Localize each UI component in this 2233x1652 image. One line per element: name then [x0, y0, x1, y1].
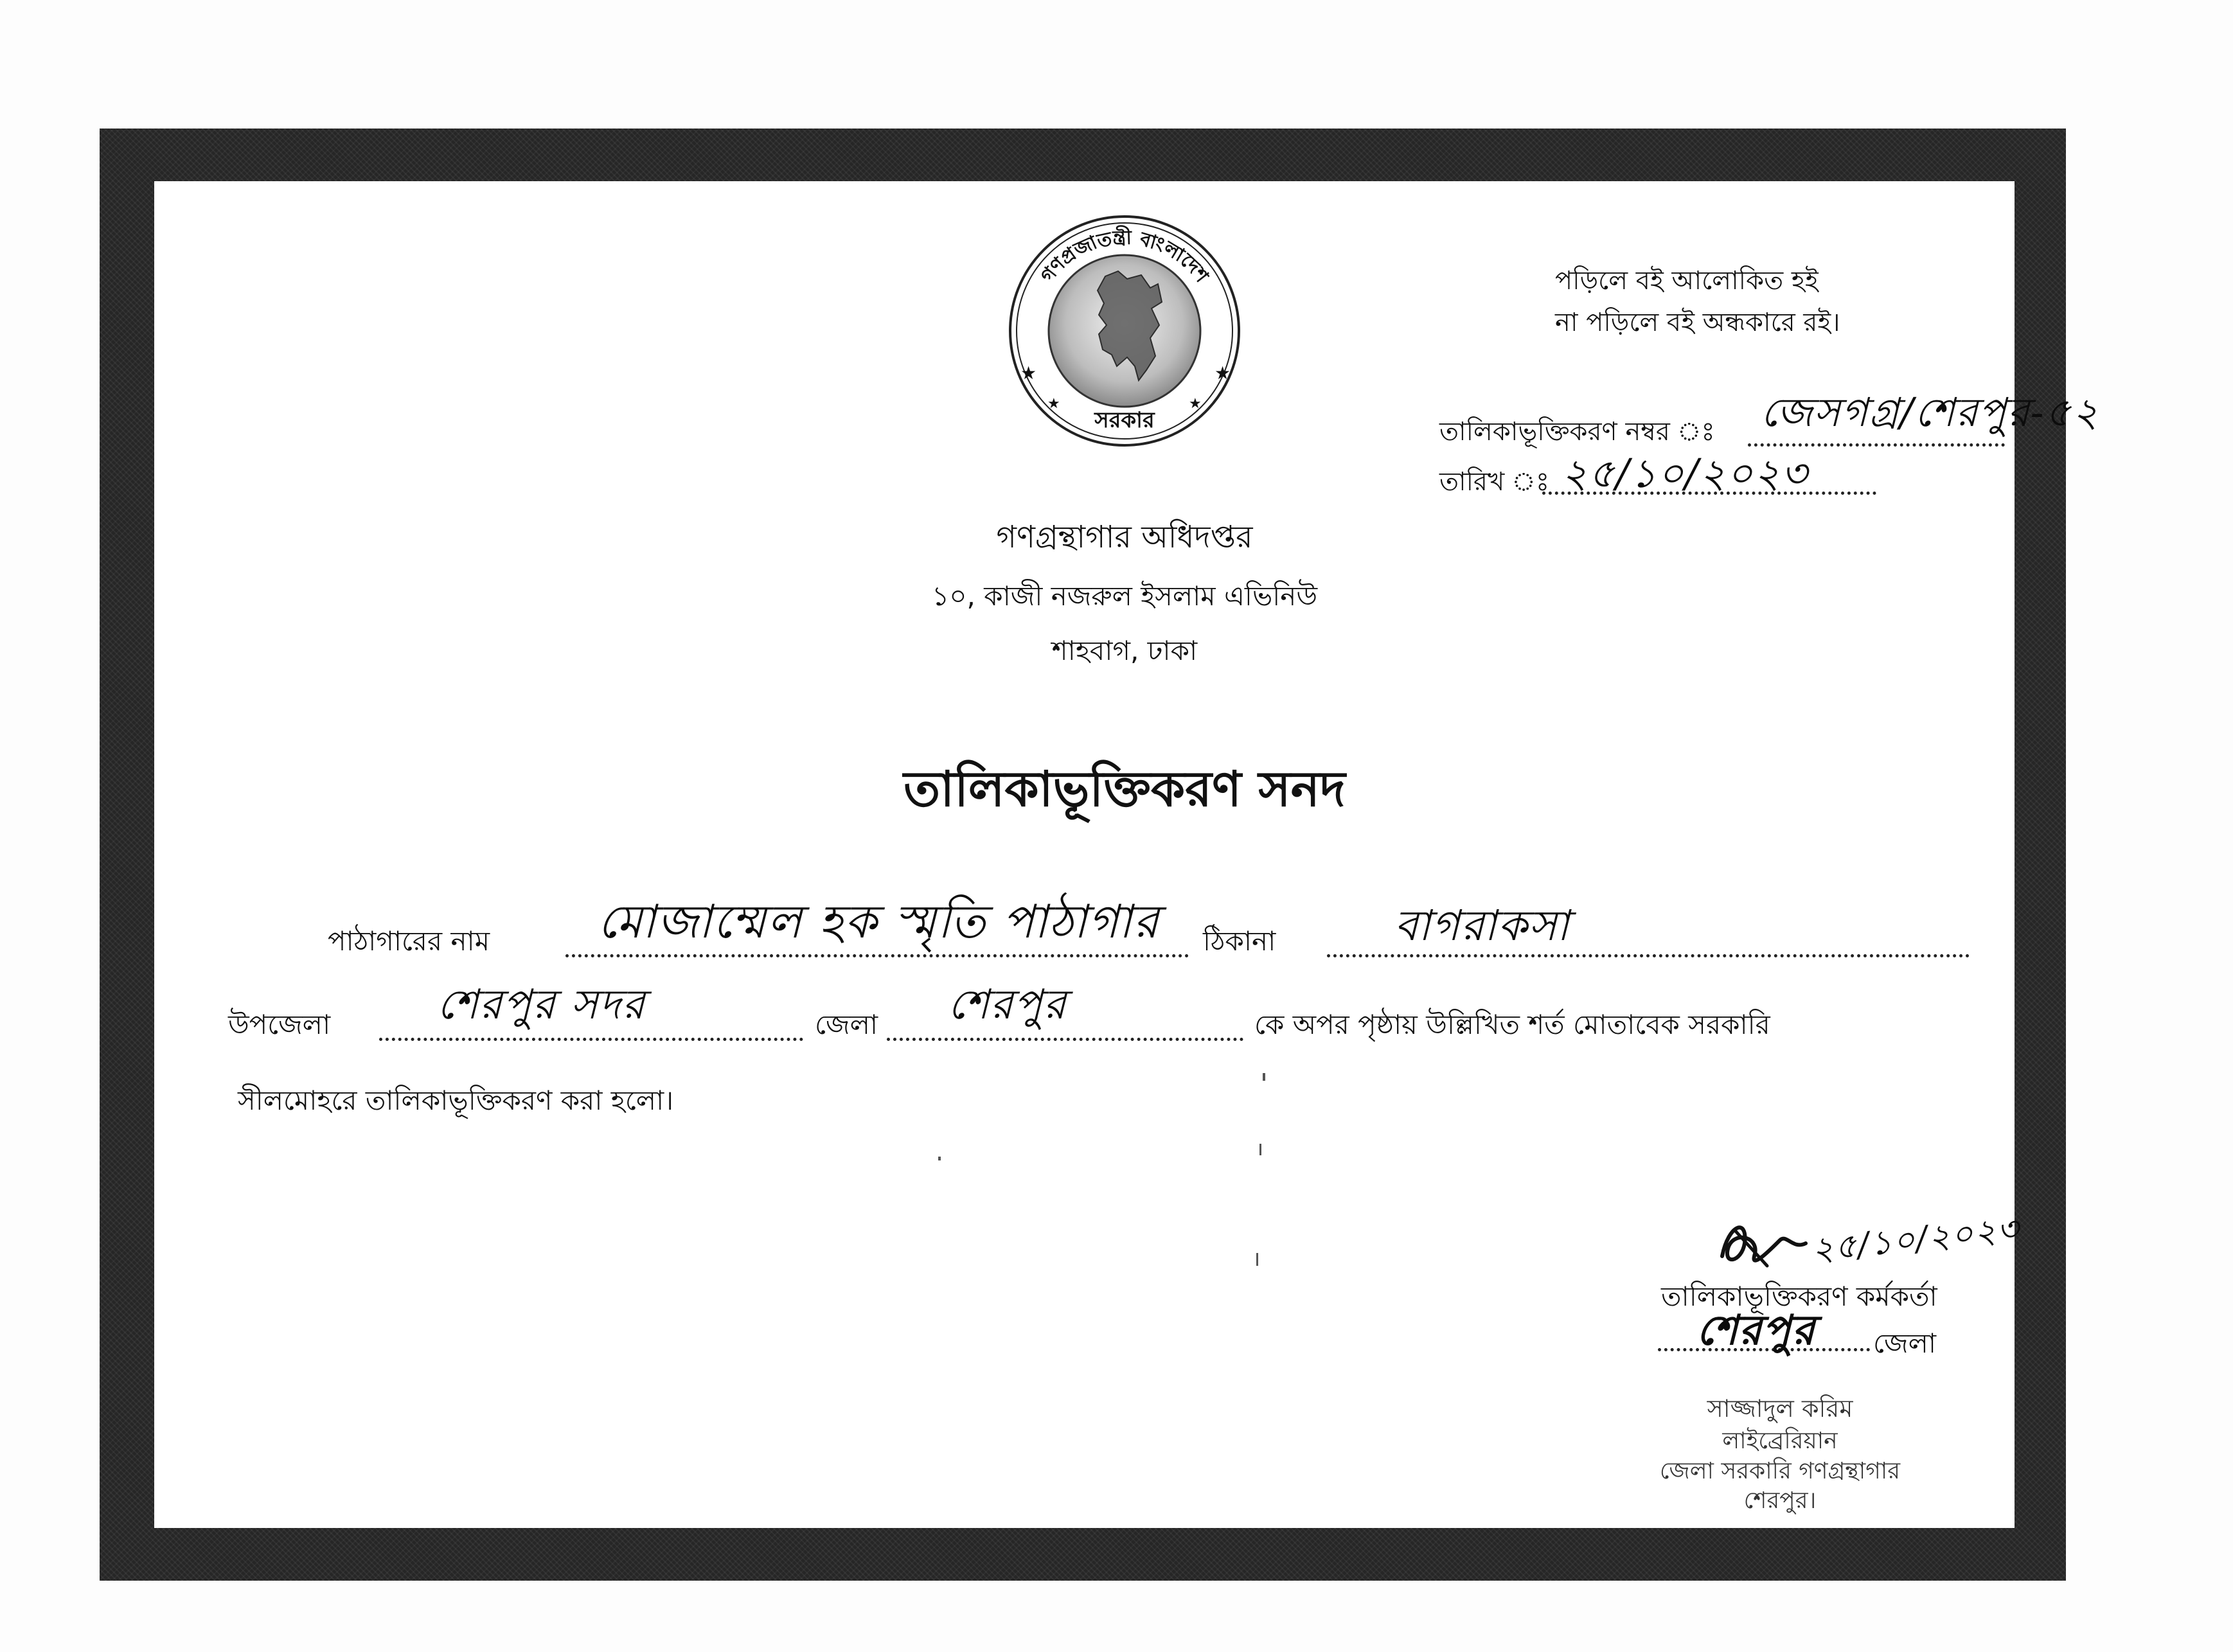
certificate-title: তালিকাভূক্তিকরণ সনদ: [903, 760, 1346, 817]
seal-arc-text: গণপ্রজাতন্ত্রী বাংলাদেশ: [1036, 226, 1213, 287]
signature-date: ২৫/১০/২০২৩: [1810, 1209, 2022, 1270]
officer-signature: [1709, 1211, 1819, 1282]
sentence-continuation: কে অপর পৃষ্ঠায় উল্লিখিত শর্ত মোতাবেক সরকারি: [1254, 1009, 1770, 1040]
upazila-value: শেরপুর সদর: [437, 981, 646, 1029]
stamp-designation: লাইব্রেরিয়ান: [1722, 1428, 1838, 1454]
bangladesh-map-emblem-icon: [990, 212, 1259, 450]
officer-title: তালিকাভূক্তিকরণ কর্মকর্তা: [1661, 1281, 1937, 1312]
stamp-place: শেরপুর।: [1743, 1488, 1817, 1514]
address-value: বাগরাকসা: [1394, 901, 1570, 950]
district-label: জেলা: [815, 1009, 878, 1040]
scan-speck: [1259, 1144, 1261, 1155]
date-value: ২৫/১০/২০২৩: [1561, 450, 1809, 497]
issuer-address-line-2: শাহবাগ, ঢাকা: [1051, 635, 1198, 666]
seal-star-icon: ★: [1189, 396, 1202, 412]
district-value: শেরপুর: [948, 981, 1067, 1029]
date-label: তারিখ ঃ: [1439, 467, 1550, 497]
issuer-address-line-1: ১০, কাজী নজরুল ইসলাম এভিনিউ: [931, 580, 1318, 612]
stamp-office: জেলা সরকারি গণগ্রন্থাগার: [1659, 1458, 1901, 1484]
motto-line-2: না পড়িলে বই অন্ধকারে রই।: [1555, 308, 1840, 337]
officer-district-value: শেরপুর: [1696, 1306, 1816, 1354]
address-label: ঠিকানা: [1203, 925, 1276, 957]
motto-line-1: পড়িলে বই আলোকিত হই: [1555, 266, 1819, 296]
stamp-name: সাজ্জাদুল করিম: [1707, 1394, 1853, 1423]
scan-speck: [938, 1157, 941, 1160]
seal-star-icon: ★: [1214, 362, 1231, 384]
upazila-label: উপজেলা: [228, 1009, 331, 1040]
registration-number-label: তালিকাভূক্তিকরণ নম্বর ঃ: [1439, 417, 1715, 447]
seal-star-icon: ★: [1020, 362, 1037, 384]
sentence-final-line: সীলমোহরে তালিকাভূক্তিকরণ করা হলো।: [238, 1085, 674, 1116]
government-seal: [990, 212, 1259, 450]
library-name-value: মোজাম্মেল হক স্মৃতি পাঠাগার: [598, 894, 1160, 948]
seal-bottom-text: সরকার: [1094, 407, 1155, 433]
scan-speck: [1256, 1253, 1258, 1266]
scan-speck: [1263, 1073, 1265, 1081]
issuer-name: গণগ্রন্থাগার অধিদপ্তর: [996, 519, 1253, 555]
seal-star-icon: ★: [1047, 396, 1060, 412]
officer-district-label: জেলা: [1873, 1328, 1937, 1359]
library-name-label: পাঠাগারের নাম: [328, 925, 490, 957]
registration-number-value: জেসগগ্র/শেরপুর-৫২: [1761, 389, 2100, 436]
